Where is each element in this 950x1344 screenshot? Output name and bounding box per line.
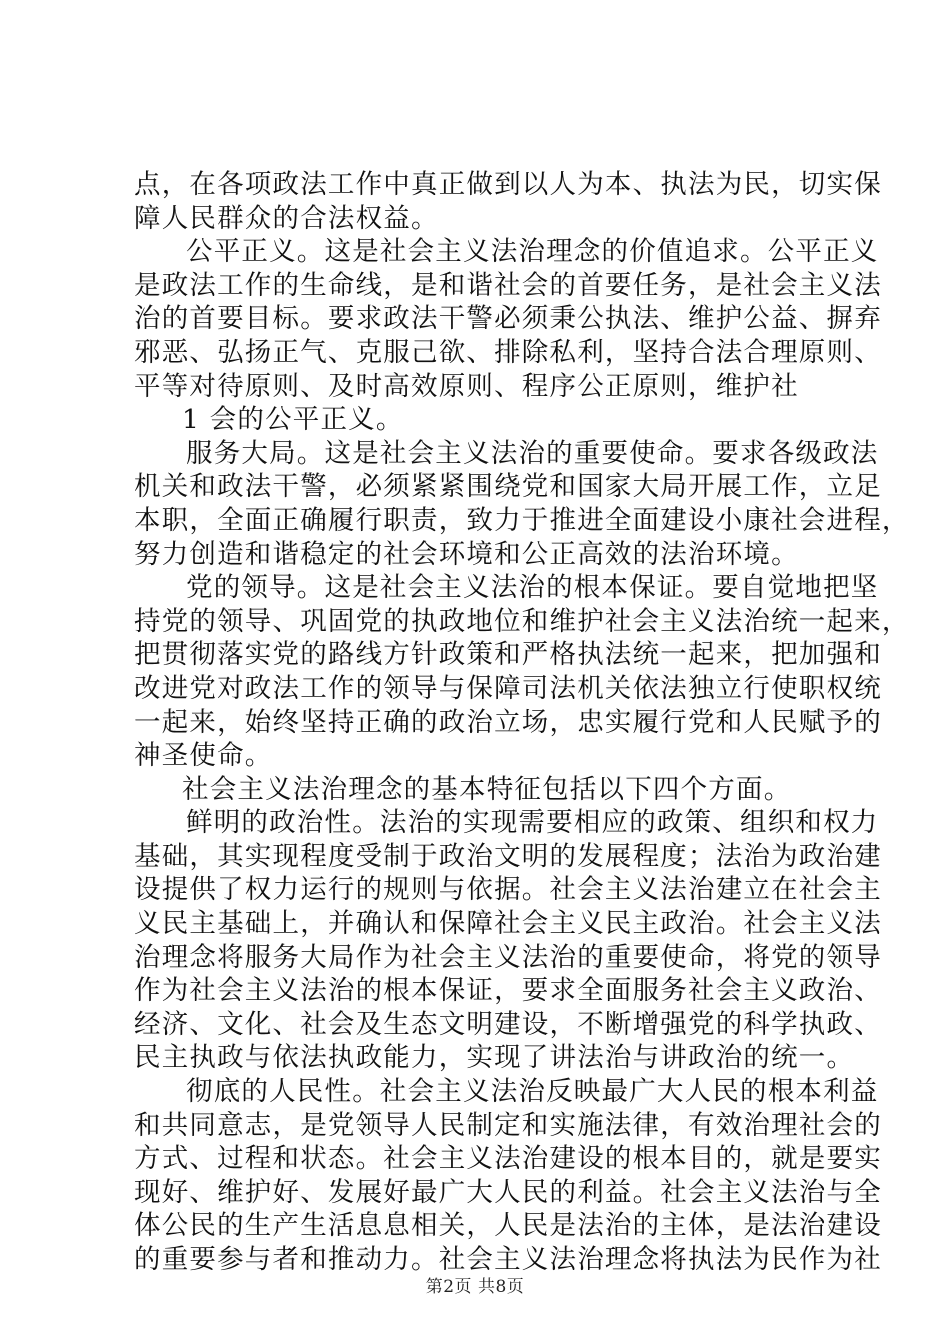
text-line: 点，在各项政法工作中真正做到以人为本、执法为民，切实保 — [134, 169, 882, 200]
text-line: 治理念将服务大局作为社会主义法治的重要使命，将党的领导 — [134, 941, 882, 973]
text-line: 方式、过程和状态。社会主义法治建设的根本目的，就是要实 — [134, 1143, 882, 1175]
paragraph-start-line: 社会主义法治理念的基本特征包括以下四个方面。 — [182, 773, 792, 805]
text-line: 持党的领导、巩固党的执政地位和维护社会主义法治统一起来， — [134, 605, 910, 637]
text-line: 把贯彻落实党的路线方针政策和严格执法统一起来，把加强和 — [134, 639, 882, 671]
text-line: 本职，全面正确履行职责，致力于推进全面建设小康社会进程， — [134, 504, 910, 536]
text-line: 现好、维护好、发展好最广大人民的利益。社会主义法治与全 — [134, 1176, 882, 1208]
text-line: 是政法工作的生命线，是和谐社会的首要任务，是社会主义法 — [134, 269, 882, 301]
text-line: 平等对待原则、及时高效原则、程序公正原则，维护社 — [134, 370, 799, 402]
text-line: 设提供了权力运行的规则与依据。社会主义法治建立在社会主 — [134, 874, 882, 906]
text-line: 机关和政法干警，必须紧紧围绕党和国家大局开展工作，立足 — [134, 471, 882, 503]
document-body — [134, 168, 910, 1277]
text-line: 和共同意志，是党领导人民制定和实施法律，有效治理社会的 — [134, 1109, 882, 1141]
text-line: 障人民群众的合法权益。 — [134, 202, 439, 234]
text-line: 治的首要目标。要求政法干警必须秉公执法、维护公益、摒弃 — [134, 303, 882, 335]
paragraph-start-line: 彻底的人民性。社会主义法治反映最广大人民的根本利益 — [186, 1076, 879, 1108]
text-line: 神圣使命。 — [134, 740, 273, 772]
text-line: 的重要参与者和推动力。社会主义法治理念将执法为民作为社 — [134, 1244, 882, 1275]
text-line: 作为社会主义法治的根本保证，要求全面服务社会主义政治、 — [134, 975, 882, 1007]
paragraph-start-line: 鲜明的政治性。法治的实现需要相应的政策、组织和权力 — [186, 807, 879, 839]
text-line: 一起来，始终坚持正确的政治立场，忠实履行党和人民赋予的 — [134, 706, 882, 738]
text-line: 体公民的生产生活息息相关，人民是法治的主体，是法治建设 — [134, 1210, 882, 1242]
paragraph-start-line: 服务大局。这是社会主义法治的重要使命。要求各级政法 — [186, 437, 879, 469]
text-line: 邪恶、弘扬正气、克服己欲、排除私利，坚持合法合理原则、 — [134, 336, 882, 368]
text-line: 民主执政与依法执政能力，实现了讲法治与讲政治的统一。 — [134, 1042, 855, 1074]
paragraph-start-line: 公平正义。这是社会主义法治理念的价值追求。公平正义 — [186, 236, 879, 268]
text-line: 努力创造和谐稳定的社会环境和公正高效的法治环境。 — [134, 538, 799, 570]
paragraph-start-line: 党的领导。这是社会主义法治的根本保证。要自觉地把坚 — [186, 572, 879, 604]
text-line: 经济、文化、社会及生态文明建设，不断增强党的科学执政、 — [134, 1008, 882, 1040]
text-line: 基础，其实现程度受制于政治文明的发展程度；法治为政治建 — [134, 840, 882, 872]
text-line: 改进党对政法工作的领导与保障司法机关依法独立行使职权统 — [134, 672, 882, 704]
page-number-footer: 第2页 共8页 — [425, 1277, 525, 1297]
text-line: 1 会的公平正义。 — [182, 404, 404, 436]
text-line: 义民主基础上，并确认和保障社会主义民主政治。社会主义法 — [134, 908, 882, 940]
